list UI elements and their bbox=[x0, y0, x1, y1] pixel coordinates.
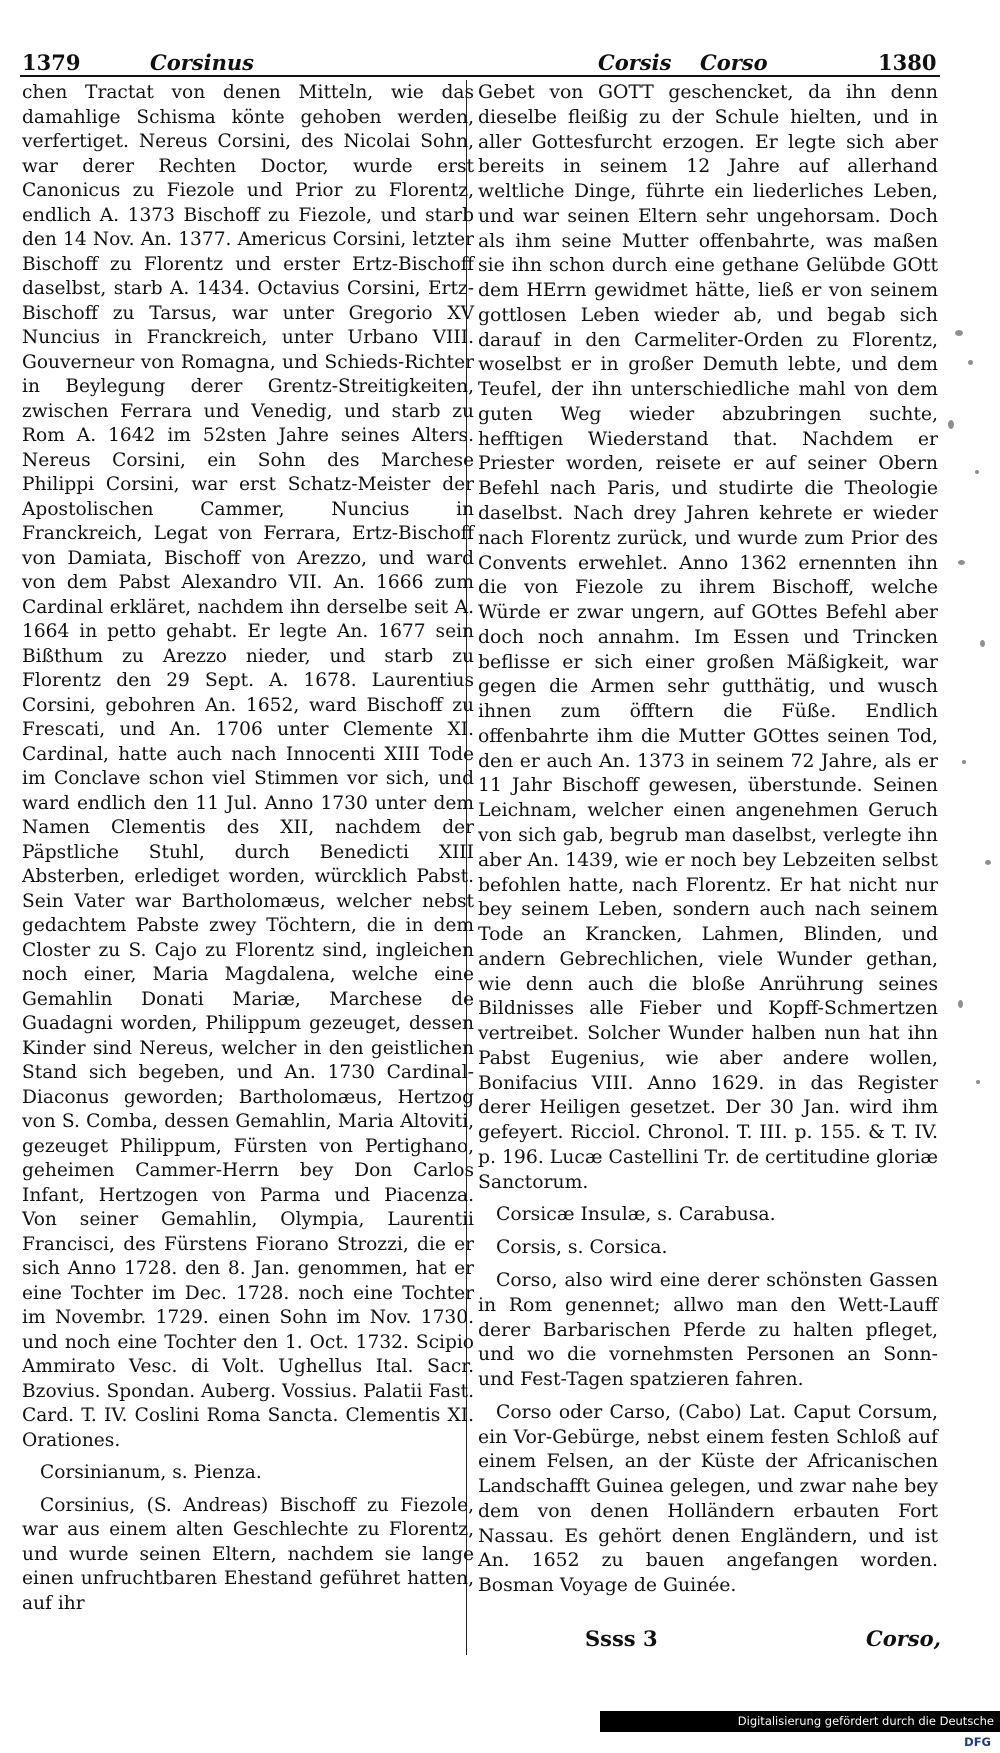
lexicon-entry: Corsinius, (S. Andreas) Bischoff zu Fiezole, war aus einem alten Geschlechte zu Florentz, und wurde seinen Eltern, nachdem sie lange einen unfruchtbaren Ehestand geführet hatten, auf ihr bbox=[22, 1494, 474, 1614]
scan-speck bbox=[975, 470, 979, 474]
scan-speck bbox=[976, 1080, 980, 1084]
signature-mark: Ssss 3 bbox=[585, 1626, 658, 1651]
scan-speck bbox=[958, 560, 965, 565]
lexicon-entry: Corsicæ Insulæ, s. Carabusa. bbox=[496, 1204, 776, 1226]
scan-speck bbox=[948, 420, 954, 429]
right-column bbox=[478, 81, 938, 1599]
scan-speck bbox=[955, 330, 963, 336]
lexicon-entry: Corsinianum, s. Pienza. bbox=[40, 1462, 262, 1483]
lexicon-entry: Corso oder Carso, (Cabo) Lat. Caput Corsum, ein Vor-Gebürge, nebst einem festen Schloß auf einem Felsen, an der Küste der Africanischen Landschafft Guinea gelegen, und zwar nahe bey dem von denen Holländern erbauten Fort Nassau. Es gehört denen Engländern, und ist An. 1652 zu bauen angefangen worden. Bosman Voyage de Guinée. bbox=[478, 1401, 938, 1597]
lexicon-entry: Corso, also wird eine derer schönsten Gassen in Rom genennet; allwo man den Wett-Lauff derer Barbarischen Pferde zu halten pfleget, und wo die vornehmsten Personen an Sonn- und Fest-Tagen spatzieren fahren. bbox=[478, 1269, 938, 1391]
catchword: Corso, bbox=[866, 1626, 941, 1651]
scan-speck bbox=[968, 360, 973, 365]
continued-text: Gebet von GOTT geschencket, da ihn denn dieselbe fleißig zu der Schule hielten, und in aller Gottesfurcht erzogen. Er legte sich aber bereits in seinem 12 Jahre auf allerhand weltliche Dinge, führte ein liederliches Leben, und war seinen Eltern sehr ungehorsam. Doch als ihm seine Mutter offenbahrte, was maßen sie ihn schon durch eine gethane Gelübde GOtt dem HErrn gewidmet hätte, ließ er von seinem gottlosen Leben wieder ab, und begab sich darauf in den Carmeliter-Orden zu Florentz, woselbst er in großer Demuth lebte, und dem Teufel, der ihn unterschiedliche mahl von dem guten Weg wieder abzubringen suchte, hefftigen Wiederstand that. Nachdem er Priester worden, reisete er auf seiner Obern Befehl nach Paris, und studirte die Theologie daselbst. Nach drey Jahren kehrete er wieder nach Florentz zurück, und wurde zum Prior des Convents erwehlet. Anno 1362 ernennten ihn die von Fiezole zu ihrem Bischoff, welche Würde er zwar ungern, auf GOttes Befehl aber doch noch annahm. Im Essen und Trincken beflisse er sich einer großen Mäßigkeit, war gegen die Armen sehr gutthätig, und wusch ihnen zum öfftern die Füße. Endlich offenbahrte ihm die Mutter GOttes seinen Tod, den er auch An. 1373 in seinem 72 Jahre, als er 11 Jahr Bischoff gewesen, überstunde. Seinen Leichnam, welcher einen angenehmen Geruch von sich gab, begrub man daselbst, verlegte ihn aber An. 1439, wie er noch bey Lebzeiten selbst befohlen hatte, nach Florentz. Er hat nicht nur bey seinem Leben, sondern auch nach seinem Tode an Krancken, Lahmen, Blinden, und andern Gebrechlichen, viele Wunder gethan, wie denn auch die bloße Anrührung seines Bildnisses alle Fieber und Kopff-Schmertzen vertreibet. Solcher Wunder halben nun hat ihn Pabst Eugenius, wie aber andere wollen, Bonifacius VIII. Anno 1629. in das Register derer Heiligen gesetzet. Der 30 Jan. wird ihm gefeyert. Ricciol. Chronol. T. III. p. 155. & T. IV. p. 196. Lucæ Castellini Tr. de certitudine gloriæ Sanctorum. bbox=[478, 82, 938, 1193]
footer-text: Digitalisierung gefördert durch die Deutsche Forschungsgemeinschaft bbox=[737, 1714, 994, 1749]
running-title-right-2: Corso bbox=[700, 50, 768, 75]
scan-speck bbox=[980, 640, 985, 647]
page-number-right: 1380 bbox=[878, 50, 937, 75]
scan-speck bbox=[985, 860, 991, 865]
left-column bbox=[22, 81, 474, 1616]
page-number-left: 1379 bbox=[22, 50, 81, 75]
scan-speck bbox=[958, 1000, 963, 1008]
dfg-logo-icon: DFG bbox=[961, 1735, 994, 1750]
digitization-footer bbox=[600, 1711, 1000, 1749]
continued-text: chen Tractat von denen Mitteln, wie das damahlige Schisma könte gehoben werden, verfertiget. Nereus Corsini, des Nicolai Sohn, war derer Rechten Doctor, wurde erst Canonicus zu Fiezole und Prior zu Florentz, endlich A. 1373 Bischoff zu Fiezole, und starb den 14 Nov. An. 1377. Americus Corsini, letzter Bischoff zu Florentz und erster Ertz-Bischoff daselbst, starb A. 1434. Octavius Corsini, Ertz-Bischoff zu Tarsus, war unter Gregorio XV Nuncius in Franckreich, unter Urbano VIII. Gouverneur von Romagna, und Schieds-Richter in Beylegung derer Grentz-Streitigkeiten, zwischen Ferrara und Venedig, und starb zu Rom A. 1642 im 52sten Jahre seines Alters. Nereus Corsini, ein Sohn des Marchese Philippi Corsini, war erst Schatz-Meister der Apostolischen Cammer, Nuncius in Franckreich, Legat von Ferrara, Ertz-Bischoff von Damiata, Bischoff von Arezzo, und ward von dem Pabst Alexandro VII. An. 1666 zum Cardinal erkläret, nachdem ihn derselbe seit A. 1664 in petto gehabt. Er legte An. 1677 sein Bißthum zu Arezzo nieder, und starb zu Florentz den 29 Sept. A. 1678. Laurentius Corsini, gebohren An. 1652, ward Bischoff zu Frescati, und An. 1706 unter Clemente XI. Cardinal, hatte auch nach Innocenti XIII Tode im Conclave schon viel Stimmen vor sich, und ward endlich den 11 Jul. Anno 1730 unter dem Namen Clementis des XII, nachdem der Päpstliche Stuhl, durch Benedicti XIII Absterben, erlediget worden, würcklich Pabst. Sein Vater war Bartholomæus, welcher nebst gedachtem Pabste zwey Töchtern, die in dem Closter zu S. Cajo zu Florentz sind, ingleichen noch einer, Maria Magdalena, welche eine Gemahlin Donati Mariæ, Marchese de Guadagni worden, Philippum gezeuget, dessen Kinder sind Nereus, welcher in den geistlichen Stand sich begeben, und An. 1730 Cardinal-Diaconus geworden; Bartholomæus, Hertzog von S. Comba, dessen Gemahlin, Maria Altoviti, gezeuget Philippum, Fürsten von Pertighano, geheimen Cammer-Herrn bey Don Carlos Infant, Hertzogen von Parma und Piacenza. Von seiner Gemahlin, Olympia, Laurentii Francisci, des Fürstens Fiorano Strozzi, die er sich Anno 1728. den 8. Jan. genommen, hat er eine Tochter im Dec. 1728. noch eine Tochter im Novembr. 1729. einen Sohn im Nov. 1730. und noch eine Tochter den 1. Oct. 1732. Scipio Ammirato Vesc. di Volt. Ughellus Ital. Sacr. Bzovius. Spondan. Auberg. Vossius. Palatii Fast. Card. T. IV. Coslini Roma Sancta. Clementis XI. Orationes. bbox=[22, 82, 474, 1451]
running-title-right-1: Corsis bbox=[598, 50, 672, 75]
running-title-left: Corsinus bbox=[150, 50, 254, 75]
lexicon-entry: Corsis, s. Corsica. bbox=[496, 1237, 668, 1259]
header-rule bbox=[20, 75, 940, 77]
scan-speck bbox=[962, 760, 966, 764]
